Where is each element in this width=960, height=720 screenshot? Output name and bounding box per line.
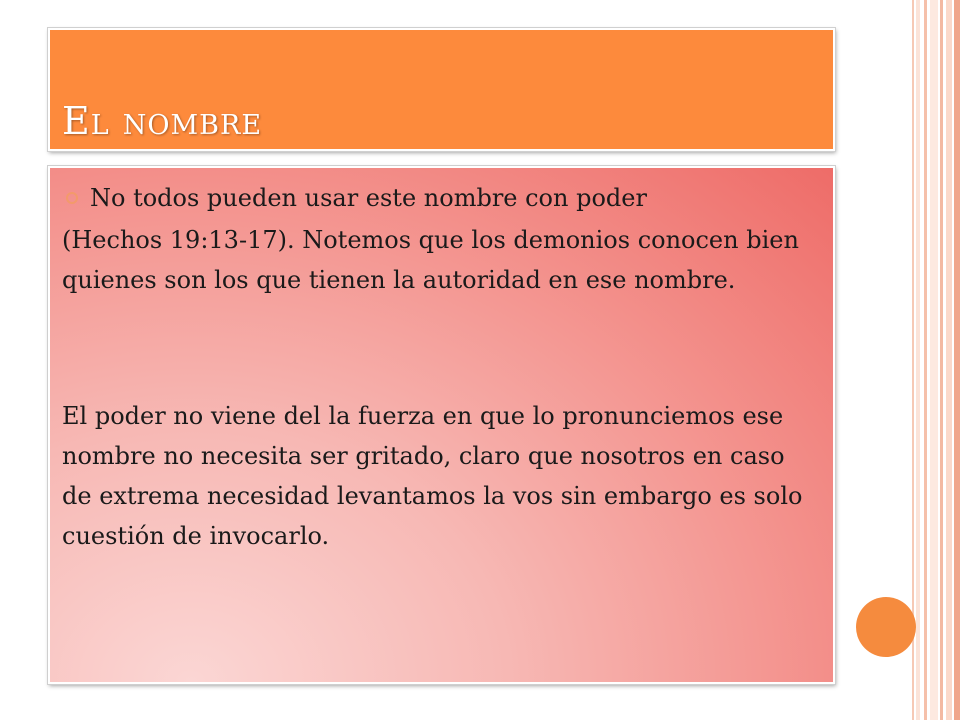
stripe: [946, 0, 952, 720]
stripe: [924, 0, 927, 720]
slide-content-box: [48, 166, 835, 684]
paragraph-two: El poder no viene del la fuerza en que lo pronunciemos ese nombre no necesita ser gritado, claro que nosotros en caso de extrema necesidad levantamos la vos sin embargo es solo cuestión de invocarlo.: [62, 402, 803, 550]
stripe: [930, 0, 938, 720]
stripe: [954, 0, 960, 720]
stripe: [940, 0, 943, 720]
bullet-continuation: (Hechos 19:13-17). Notemos que los demonios conocen bien quienes son los que tienen la autoridad en ese nombre.: [62, 226, 799, 294]
hollow-circle-bullet-icon: [66, 192, 78, 204]
slide-title: El nombre: [62, 99, 263, 143]
stripe: [916, 0, 920, 720]
decorative-circle: [856, 597, 916, 657]
slide-title-box: [48, 28, 835, 151]
bullet-first-line: No todos pueden usar este nombre con poder: [90, 184, 647, 212]
decorative-side-stripes: [912, 0, 960, 720]
